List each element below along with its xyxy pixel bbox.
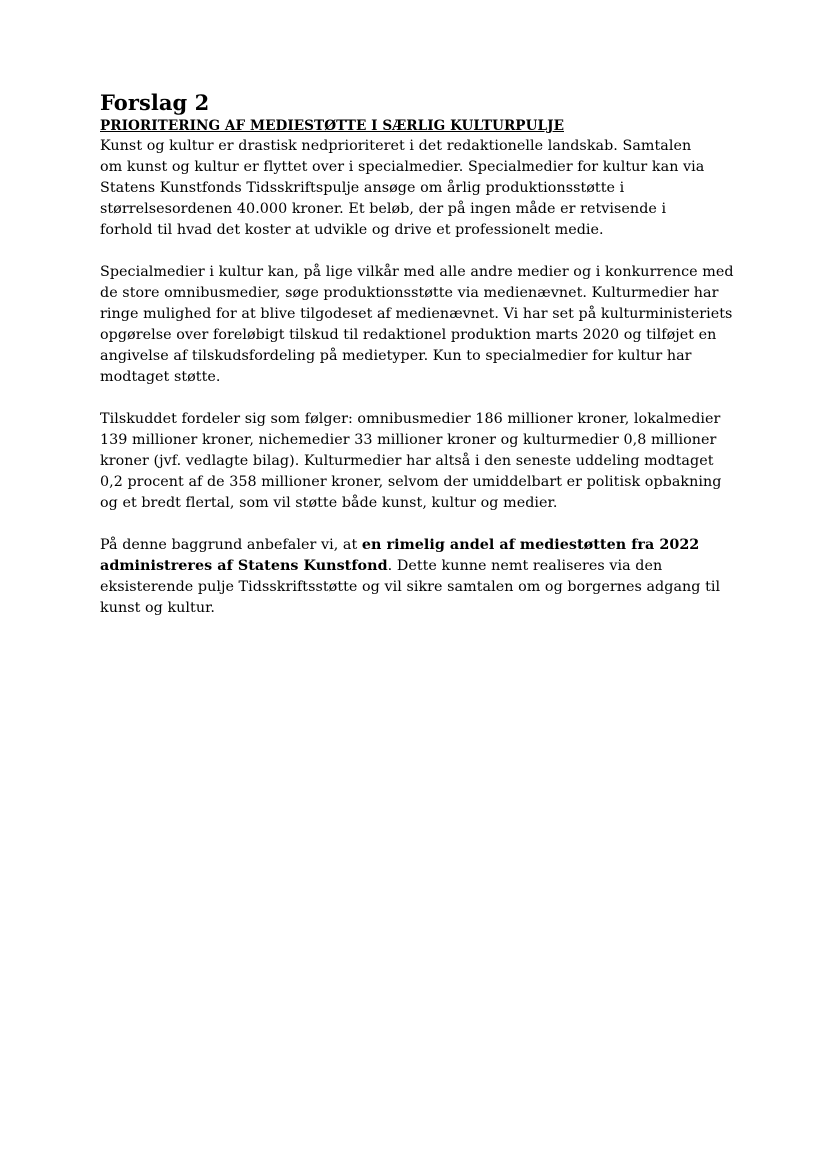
paragraph-line: de store omnibusmedier, søge produktionsstøtte via medienævnet. Kulturmedier har [100,285,719,301]
document-subtitle: PRIORITERING AF MEDIESTØTTE I SÆRLIG KULTURPULJE [100,118,564,134]
paragraph-line: eksisterende pulje Tidsskriftsstøtte og vil sikre samtalen om og borgernes adgang til [100,579,721,595]
paragraph-line: størrelsesordenen 40.000 kroner. Et beløb, der på ingen måde er retvisende i [100,201,667,217]
paragraph-line: 0,2 procent af de 358 millioner kroner, selvom der umiddelbart er politisk opbakning [100,474,722,490]
paragraph-line: kroner (jvf. vedlagte bilag). Kulturmedier har altså i den seneste uddeling modtaget [100,453,714,469]
recommendation-suffix: . Dette kunne nemt realiseres via den [387,558,663,574]
paragraph-line: opgørelse over foreløbigt tilskud til redaktionel produktion marts 2020 og tilføjet en [100,327,717,343]
paragraph-line: om kunst og kultur er flyttet over i specialmedier. Specialmedier for kultur kan via [100,159,705,175]
paragraph-3 [100,409,750,514]
paragraph-line: forhold til hvad det koster at udvikle og drive et professionelt medie. [100,222,604,238]
paragraph-line [100,556,750,577]
paragraph-line: modtaget støtte. [100,369,221,385]
paragraph-line: og et bredt flertal, som vil støtte både kunst, kultur og medier. [100,495,558,511]
paragraph-line: Specialmedier i kultur kan, på lige vilkår med alle andre medier og i konkurrence med [100,264,734,280]
paragraph-4 [100,535,750,619]
recommendation-bold-2: administreres af Statens Kunstfond [100,558,388,574]
recommendation-bold-1: en rimelig andel af mediestøtten fra 2022 [361,537,700,553]
paragraph-line [100,535,750,556]
document-title: Forslag 2 [100,90,210,115]
paragraph-line: 139 millioner kroner, nichemedier 33 millioner kroner og kulturmedier 0,8 millioner [100,432,717,448]
paragraph-line: angivelse af tilskudsfordeling på medietyper. Kun to specialmedier for kultur har [100,348,692,364]
paragraph-line: Statens Kunstfonds Tidsskriftspulje ansøge om årlig produktionsstøtte i [100,180,625,196]
recommendation-intro: På denne baggrund anbefaler vi, at [100,537,362,553]
paragraph-line: kunst og kultur. [100,600,216,616]
paragraph-2 [100,262,750,388]
document-page [100,89,750,640]
paragraph-line: Tilskuddet fordeler sig som følger: omnibusmedier 186 millioner kroner, lokalmedier [100,411,721,427]
paragraph-line: Kunst og kultur er drastisk nedprioriteret i det redaktionelle landskab. Samtalen [100,138,692,154]
paragraph-line: ringe mulighed for at blive tilgodeset af medienævnet. Vi har set på kulturministeriets [100,306,733,322]
paragraph-1 [100,136,750,241]
